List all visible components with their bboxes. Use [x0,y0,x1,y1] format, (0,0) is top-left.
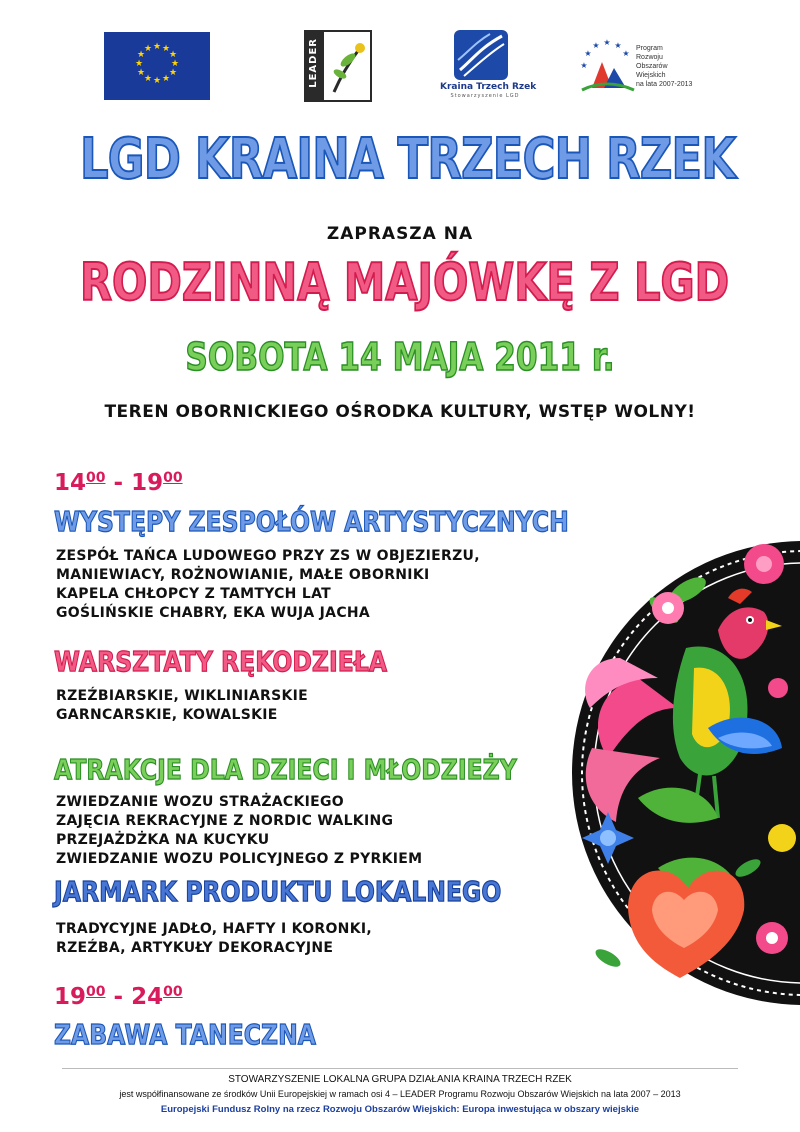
list-item: TRADYCYJNE JADŁO, HAFTY I KORONKI, [56,921,372,937]
time-end-hour: 19 [131,470,164,496]
performances-list [56,547,480,623]
footer-funding: jest współfinansowane ze środków Unii Europejskiej w ramach osi 4 – LEADER Programu Rozwoju Obszarów Wiejskich na lata 2007 – 2013 [119,1089,681,1099]
time-start-minute: 00 [86,470,106,486]
section-title-workshops: WARSZTATY RĘKODZIEŁA [54,645,388,678]
event-date: SOBOTA 14 MAJA 2011 r. [185,335,615,379]
list-item: GARNCARSKIE, KOWALSKIE [56,707,278,723]
svg-text:★: ★ [168,50,178,60]
list-item: ZESPÓŁ TAŃCA LUDOWEGO PRZY ZS W OBJEZIERZU, [56,548,480,564]
svg-text:★: ★ [161,74,171,84]
kids-list [56,793,422,869]
list-item: RZEŹBIARSKIE, WIKLINIARSKIE [56,688,309,704]
ktr-logo-sub: Stowarzyszenie LGD [450,93,520,99]
section-title-kids: ATRAKCJE DLA DZIECI I MŁODZIEŻY [54,753,517,786]
ktr-logo-name: Kraina Trzech Rzek [440,82,537,92]
event-title: RODZINNĄ MAJÓWKĘ Z LGD [80,253,730,313]
section-title-dance: ZABAWA TANECZNA [54,1018,316,1051]
svg-text:★: ★ [161,44,171,54]
fair-list [56,920,372,958]
svg-text:★: ★ [170,59,180,69]
svg-text:★: ★ [136,68,146,78]
svg-text:★: ★ [143,44,153,54]
time-end-hour: 24 [131,984,164,1010]
svg-text:★: ★ [614,41,622,50]
svg-text:★: ★ [603,38,611,47]
list-item: MANIEWIACY, ROŻNOWIANIE, MAŁE OBORNIKI [56,567,430,583]
svg-text:★: ★ [168,68,178,78]
time-end-minute: 00 [163,984,183,1000]
prow-logo-line: na lata 2007-2013 [636,81,693,88]
list-item: GOŚLIŃSKIE CHABRY, EKA WUJA JACHA [56,605,371,621]
section-title-performances: WYSTĘPY ZESPOŁÓW ARTYSTYCZNYCH [54,505,569,538]
svg-text:★: ★ [143,74,153,84]
svg-text:★: ★ [622,49,630,58]
organizer-title: LGD KRAINA TRZECH RZEK [80,127,736,192]
leader-logo-text: LEADER [308,38,319,88]
invite-text: ZAPRASZA NA [326,224,474,244]
time-end-minute: 00 [163,470,183,486]
leader-logo-icon [304,30,372,102]
time-slot-1 [54,470,183,496]
list-item: KAPELA CHŁOPCY Z TAMTYCH LAT [56,586,331,602]
time-separator: - [105,470,132,496]
svg-text:★: ★ [584,49,592,58]
prow-logo-line: Obszarów [636,63,668,70]
eu-flag-icon [104,32,210,100]
kraina-trzech-rzek-logo-icon [440,30,537,102]
time-start-hour: 14 [54,470,87,496]
workshops-list [56,687,308,725]
list-item: ZWIEDZANIE WOZU POLICYJNEGO Z PYRKIEM [56,851,423,867]
folk-rooster-papercut-icon [568,538,800,1008]
time-separator: - [105,984,132,1010]
svg-text:★: ★ [152,42,162,52]
prow-logo-line: Program [636,45,663,52]
footer-association: STOWARZYSZENIE LOKALNA GRUPA DZIAŁANIA KRAINA TRZECH RZEK [228,1074,572,1085]
footer-divider [62,1068,738,1069]
svg-text:★: ★ [580,61,588,70]
prow-logo-line: Wiejskich [636,72,666,79]
time-slot-2 [54,984,183,1010]
svg-text:★: ★ [136,50,146,60]
section-title-fair: JARMARK PRODUKTU LOKALNEGO [54,875,502,908]
prow-logo-icon [578,34,693,106]
footer-eafrd: Europejski Fundusz Rolny na rzecz Rozwoju Obszarów Wiejskich: Europa inwestująca w obszary wiejskie [160,1104,640,1115]
time-start-minute: 00 [86,984,106,1000]
svg-text:★: ★ [152,76,162,86]
svg-text:★: ★ [134,59,144,69]
list-item: ZAJĘCIA REKRACYJNE Z NORDIC WALKING [56,813,394,829]
prow-logo-line: Rozwoju [636,54,663,61]
svg-text:★: ★ [592,41,600,50]
list-item: PRZEJAŻDŻKA NA KUCYKU [56,832,270,848]
list-item: RZEŹBA, ARTYKUŁY DEKORACYJNE [56,940,334,956]
list-item: ZWIEDZANIE WOZU STRAŻACKIEGO [56,794,344,810]
event-venue: TEREN OBORNICKIEGO OŚRODKA KULTURY, WSTĘP WOLNY! [104,402,696,422]
time-start-hour: 19 [54,984,87,1010]
